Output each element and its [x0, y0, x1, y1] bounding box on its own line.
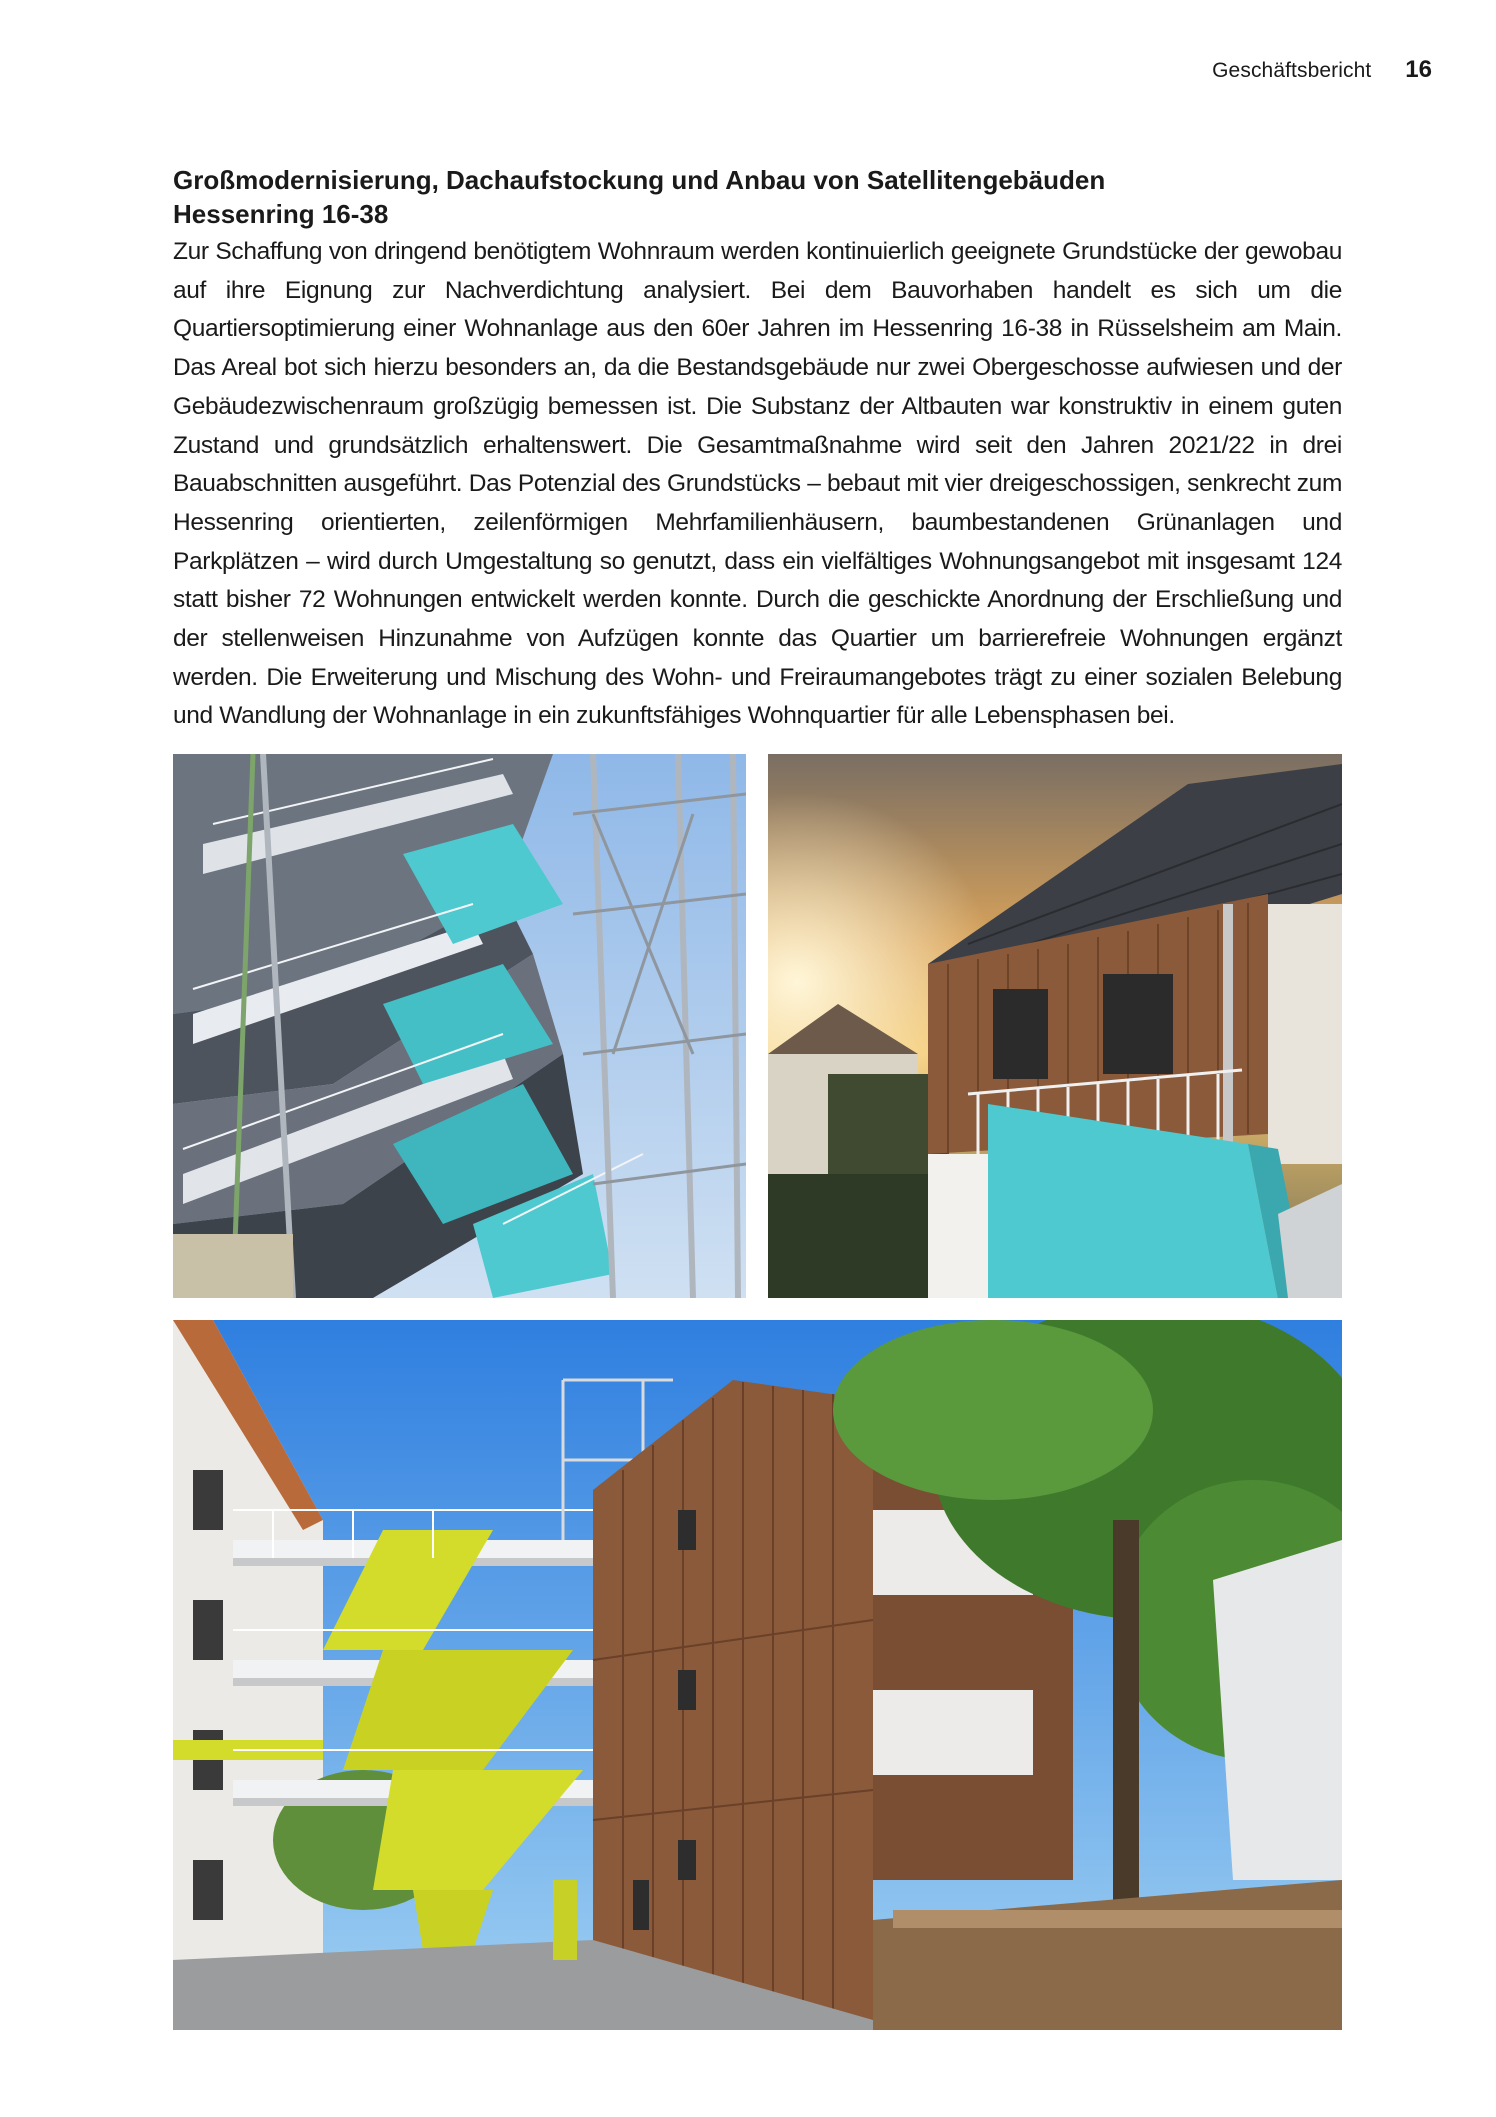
photo-wood-facade-sunset: [768, 754, 1342, 1298]
section-title: Geschäftsbericht: [1212, 59, 1372, 82]
photo-scaffolding-stairs: [173, 754, 746, 1298]
photo-courtyard-lime-stairs: [173, 1320, 1342, 2030]
page-number: 16: [1405, 56, 1432, 83]
article-title: [173, 163, 1342, 231]
article-title-line1: Großmodernisierung, Dachaufstockung und Anbau von Satellitengebäuden: [173, 165, 1106, 195]
article-body: Zur Schaffung von dringend benötigtem Wohnraum werden kontinuierlich geeignete Grundstücke der gewobau auf ihre Eignung zur Nachverdichtung analysiert. Bei dem Bauvorhaben handelt es sich um die Quartiersoptimierung einer Wohnanlage aus den 60er Jahren im Hessenring 16-38 in Rüsselsheim am Main. Das Areal bot sich hierzu besonders an, da die Bestandsgebäude nur zwei Obergeschosse aufwiesen und der Gebäudezwischenraum großzügig bemessen ist. Die Substanz der Altbauten war konstruktiv in einem guten Zustand und grundsätzlich erhaltenswert. Die Gesamtmaßnahme wird seit den Jahren 2021/22 in drei Bauabschnitten ausgeführt. Das Potenzial des Grundstücks – bebaut mit vier dreigeschossigen, senkrecht zum Hessenring orientierten, zeilenförmigen Mehrfamilienhäusern, baumbestandenen Grünanlagen und Parkplätzen – wird durch Umgestaltung so genutzt, dass ein vielfältiges Wohnungsangebot mit insgesamt 124 statt bisher 72 Wohnungen entwickelt werden konnte. Durch die geschickte Anordnung der Erschließung und der stellenweisen Hinzunahme von Aufzügen konnte das Quartier um barrierefreie Wohnungen ergänzt werden. Die Erweiterung und Mischung des Wohn- und Freiraumangebotes trägt zu einer sozialen Belebung und Wandlung der Wohnanlage in ein zukunftsfähiges Wohnquartier für alle Lebensphasen bei.: [173, 238, 1342, 730]
article-title-line2: Hessenring 16-38: [173, 199, 389, 229]
article: [173, 163, 1342, 736]
page-header: [1212, 56, 1432, 84]
